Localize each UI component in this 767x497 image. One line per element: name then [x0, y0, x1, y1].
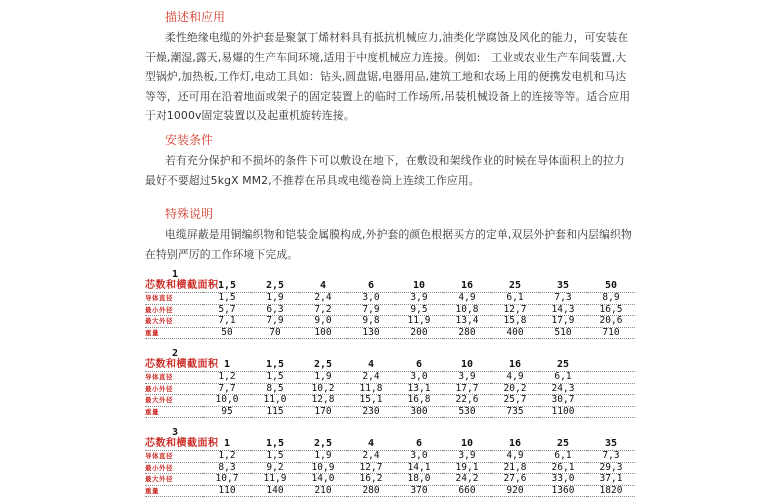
table-row: [145, 304, 635, 316]
table-cell: 6,1: [506, 292, 524, 303]
table-row: [145, 316, 635, 328]
table-row: [145, 474, 635, 486]
table-cell: 2,5: [313, 359, 333, 370]
table-cell: [587, 406, 635, 418]
table-cell: 7,9: [362, 303, 380, 315]
table-header-row: [145, 359, 635, 372]
table-cell: 735: [506, 405, 524, 417]
table-cell: 11,0: [263, 394, 287, 405]
table-cell: 26,1: [551, 461, 575, 473]
table-cell: 16: [508, 438, 522, 449]
section-heading-description: 描述和应用: [165, 10, 226, 24]
table-cell: 300: [410, 405, 428, 417]
table-cell: 530: [458, 405, 476, 417]
table-cell: 660: [458, 484, 476, 496]
table-cell: 140: [266, 484, 284, 496]
table-cell: 8,3: [218, 461, 236, 473]
table-cell: [587, 383, 635, 395]
table-cell: 1,9: [314, 371, 332, 382]
table-cell: 11,9: [407, 315, 431, 326]
table-cell: 1,5: [265, 438, 285, 449]
section-special-notes: [145, 205, 635, 264]
table-cell: 20,2: [503, 382, 527, 394]
table-cell: 130: [362, 326, 380, 338]
table-cell: 13,4: [455, 315, 479, 326]
table-row: [145, 293, 635, 305]
table-cell: 35: [556, 280, 570, 291]
table-cell: 6: [415, 359, 423, 370]
table-cell: 22,6: [455, 394, 479, 405]
table-cell: 1,5: [266, 371, 284, 382]
table-cell: 9,8: [362, 315, 380, 326]
table-cell: 12,7: [503, 303, 527, 315]
spec-table-1: [145, 280, 635, 339]
row-label: 芯数和横截面积: [145, 280, 219, 291]
spec-tables: [145, 270, 635, 497]
table-cell: 24,2: [455, 473, 479, 484]
table-cell: 110: [218, 484, 236, 496]
table-cell: 16,5: [599, 303, 623, 315]
table-cell: 1820: [599, 484, 623, 496]
spec-table-2: [145, 359, 635, 418]
table-cell: 11,9: [263, 473, 287, 484]
section-description: [145, 8, 635, 126]
table-row: [145, 485, 635, 497]
table-cell: 18,0: [407, 473, 431, 484]
table-cell: 6,1: [554, 450, 572, 461]
table-cell: 1: [223, 438, 231, 449]
table-cell: 33,0: [551, 473, 575, 484]
row-label: 导体直径: [145, 373, 173, 381]
spec-table-3: [145, 438, 635, 497]
table-cell: 2,4: [362, 371, 380, 382]
row-label: 最大外径: [145, 396, 173, 404]
table-cell: 4: [367, 438, 375, 449]
section-paragraph-special-notes: 电缆屏蔽是用铜编织物和铠装金属膜构成,外护套的颜色根据买方的定单,双层外护套和内层编织物在特别严厉的工作环境下完成。: [145, 228, 632, 261]
table-cell: 12,8: [311, 394, 335, 405]
table-cell: 6: [415, 438, 423, 449]
table-cell: 13,1: [407, 382, 431, 394]
table-cell: 14,0: [311, 473, 335, 484]
table-cell: 4,9: [506, 371, 524, 382]
table-cell: 4,9: [458, 292, 476, 303]
table-cell: [587, 395, 635, 407]
table-cell: 710: [602, 326, 620, 338]
table-cell: 95: [221, 405, 233, 417]
table-cell: 7,2: [314, 303, 332, 315]
table-cell: 10,9: [311, 461, 335, 473]
table-cell: 200: [410, 326, 428, 338]
table-cell: 21,8: [503, 461, 527, 473]
table-cell: 3,0: [362, 292, 380, 303]
table-header-row: [145, 280, 635, 293]
table-cell: 37,1: [599, 473, 623, 484]
table-cell: 19,1: [455, 461, 479, 473]
table-cell: 3,9: [458, 450, 476, 461]
table-cell: 3,0: [410, 450, 428, 461]
table-cell: 7,3: [602, 450, 620, 461]
table-cell: 70: [269, 326, 281, 338]
table-cell: 170: [314, 405, 332, 417]
table-cell: 27,6: [503, 473, 527, 484]
table-cell: 10,7: [215, 473, 239, 484]
table-cell: 9,2: [266, 461, 284, 473]
table-cell: 1: [223, 359, 231, 370]
table-row: [145, 451, 635, 463]
row-label: 重量: [145, 407, 159, 416]
table-cell: 1,2: [218, 371, 236, 382]
table-cell: 3,9: [410, 292, 428, 303]
table-cell: 50: [604, 280, 618, 291]
table-cell: 8,5: [266, 382, 284, 394]
table-cell: 35: [604, 438, 618, 449]
table-cell: 7,1: [218, 315, 236, 326]
row-label: 重量: [145, 486, 159, 495]
table-cell: 1,5: [265, 359, 285, 370]
row-label: 最大外径: [145, 317, 173, 325]
table-cell: 7,7: [218, 382, 236, 394]
table-cell: 25: [556, 359, 570, 370]
table-cell: 4: [319, 280, 327, 291]
row-label: 芯数和横截面积: [145, 359, 219, 370]
table-cell: 10,8: [455, 303, 479, 315]
table-cell: 9,0: [314, 315, 332, 326]
table-cell: 7,3: [554, 292, 572, 303]
row-label: 重量: [145, 328, 159, 337]
table-cell: 14,1: [407, 461, 431, 473]
table-cell: 3,9: [458, 371, 476, 382]
table-cell: 6,1: [554, 371, 572, 382]
table-cell: 25: [508, 280, 522, 291]
table-cell: 1,5: [266, 450, 284, 461]
table-cell: 15,8: [503, 315, 527, 326]
table-cell: 1,9: [314, 450, 332, 461]
table-cell: 16,2: [359, 473, 383, 484]
section-heading-installation: 安装条件: [165, 133, 214, 147]
table-row: [145, 372, 635, 384]
table-cell: 1360: [551, 484, 575, 496]
table-row: [145, 395, 635, 407]
table-header-row: [145, 438, 635, 451]
table-cell: 24,3: [551, 382, 575, 394]
table-row: [145, 462, 635, 474]
table-cell: [587, 359, 635, 372]
table-cell: 15,1: [359, 394, 383, 405]
table-cell: 30,7: [551, 394, 575, 405]
row-label: 最小外径: [145, 384, 173, 393]
table-cell: 920: [506, 484, 524, 496]
table-cell: 6: [367, 280, 375, 291]
table-cell: 1,9: [266, 292, 284, 303]
table-cell: 280: [458, 326, 476, 338]
table-cell: 17,9: [551, 315, 575, 326]
table-cell: 16: [460, 280, 474, 291]
table-cell: 8,9: [602, 292, 620, 303]
table-cell: 510: [554, 326, 572, 338]
table-cell: 17,7: [455, 382, 479, 394]
table-cell: 1,2: [218, 450, 236, 461]
table-cell: 50: [221, 326, 233, 338]
table-cell: 10: [460, 438, 474, 449]
row-label: 芯数和横截面积: [145, 438, 219, 449]
row-label: 最大外径: [145, 475, 173, 483]
table-cell: 1,5: [218, 292, 236, 303]
row-label: 导体直径: [145, 294, 173, 302]
table-cell: 9,5: [410, 303, 428, 315]
table-cell: 210: [314, 484, 332, 496]
table-cell: 2,5: [265, 280, 285, 291]
section-paragraph-description: 柔性绝缘电缆的外护套是聚氯丁烯材料具有抵抗机械应力,油类化学腐蚀及风化的能力，可安装在干燥,潮湿,露天,易爆的生产车间环境,适用于中度机械应力连接。例如: 工业或农业生产车间装置,大型锅炉,加热板,工作灯,电动工具如：钻头,圆盘锯,电器用品,建筑工地和农场上用的便携发电机和马达等等，还可用在沿着地面或架子的固定装置上的临时工作场所,吊装机械设备上的连接等等。适合应用于对1000v固定装置以及起重机旋转连接。: [145, 31, 631, 122]
table-cell: 230: [362, 405, 380, 417]
table-cell: 7,9: [266, 315, 284, 326]
table-cell: 10,2: [311, 382, 335, 394]
row-label: 导体直径: [145, 452, 173, 460]
table-cell: 370: [410, 484, 428, 496]
table-row: [145, 406, 635, 418]
table-cell: 10: [412, 280, 426, 291]
section-heading-special-notes: 特殊说明: [165, 207, 214, 221]
table-cell: 20,6: [599, 315, 623, 326]
table-cell: 25: [556, 438, 570, 449]
table-cell: 280: [362, 484, 380, 496]
row-label: 最小外径: [145, 305, 173, 314]
table-cell: 100: [314, 326, 332, 338]
table-cell: 29,3: [599, 461, 623, 473]
table-cell: 2,4: [362, 450, 380, 461]
table-cell: 5,7: [218, 303, 236, 315]
section-paragraph-installation: 若有充分保护和不损坏的条件下可以敷设在地下，在敷设和架线作业的时候在导体面积上的拉力最好不要超过5kgX MM2,不推荐在吊具或电缆卷筒上连续工作应用。: [145, 154, 625, 187]
table-cell: 16,8: [407, 394, 431, 405]
table-cell: 12,7: [359, 461, 383, 473]
table-row: [145, 327, 635, 339]
table-row: [145, 383, 635, 395]
table-cell: 11,8: [359, 382, 383, 394]
table-cell: [587, 372, 635, 384]
table-cell: 2,5: [313, 438, 333, 449]
table-cell: 10,0: [215, 394, 239, 405]
table-cell: 2,4: [314, 292, 332, 303]
table-cell: 1100: [551, 405, 575, 417]
table-cell: 400: [506, 326, 524, 338]
section-installation: [145, 131, 635, 190]
spec-table-number: 3: [172, 427, 179, 438]
spec-table-number: 2: [172, 348, 179, 359]
table-cell: 10: [460, 359, 474, 370]
table-cell: 6,3: [266, 303, 284, 315]
table-cell: 4: [367, 359, 375, 370]
spec-table-number: 1: [172, 269, 179, 280]
table-cell: 25,7: [503, 394, 527, 405]
table-cell: 1,5: [217, 280, 237, 291]
table-cell: 4,9: [506, 450, 524, 461]
table-cell: 14,3: [551, 303, 575, 315]
table-cell: 3,0: [410, 371, 428, 382]
table-cell: 16: [508, 359, 522, 370]
table-cell: 115: [266, 405, 284, 417]
row-label: 最小外径: [145, 463, 173, 472]
